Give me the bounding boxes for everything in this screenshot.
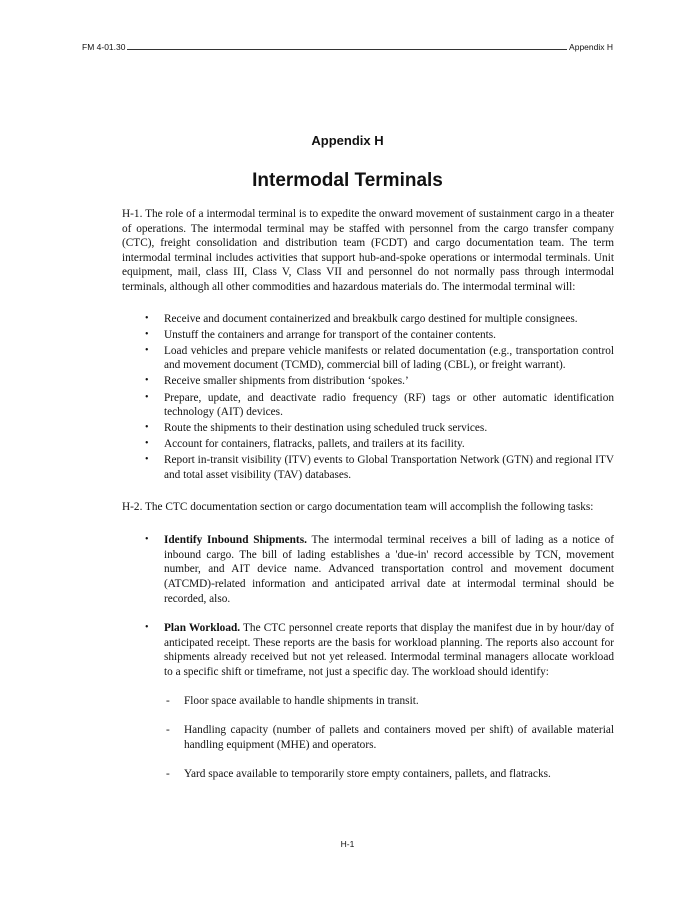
header-rule [127,49,567,50]
header-doc-id: FM 4-01.30 [82,42,126,52]
body-text [122,207,614,782]
header-appendix: Appendix H [569,42,613,52]
bullet-icon: • [145,328,149,340]
list-item: • Receive and document containerized and breakbulk cargo destined for multiple consignees. [145,312,578,325]
bullet-icon: • [145,438,149,450]
list-item: • Load vehicles and prepare vehicle manifests or related documentation (e.g., transportation control and movement document (TCMD), commercial bill of lading (CBL), or freight warrant). [145,344,614,372]
page-title: Intermodal Terminals [252,170,443,191]
list-item: • Report in-transit visibility (ITV) events to Global Transportation Network (GTN) and regional ITV and total asset visibility (TAV) databases. [145,454,614,481]
task-text: The CTC personnel create reports that display the manifest due in by hour/day of anticipated receipt. These reports are the basis for workload planning. The reports also account for shipments already received but not yet released. Intermodal terminal managers allocate workload to a specific shift or timeframe, not just a specific day. The workload should identify: [164,622,614,678]
task-identify-inbound [122,533,614,606]
paragraph-h2: H-2. The CTC documentation section or cargo documentation team will accomplish the following tasks: [122,500,594,513]
bullet-icon: • [145,534,149,546]
bullet-icon: • [145,422,149,434]
list-item: • Unstuff the containers and arrange for transport of the container contents. [145,328,496,341]
paragraph-h1: H-1. The role of a intermodal terminal is to expedite the onward movement of sustainment cargo in a theater of operations. The intermodal terminal may be staffed with personnel from the cargo transfer company (CTC), freight consolidation and distribution team (FCDT) and cargo documentation team. The term intermodal terminal includes activities that support hub-and-spoke operations or intermodal terminals. Unit equipment, mail, class III, Class V, Class VII and personnel do not normally pass through intermodal terminals, although all other commodities and hazardous materials do. The intermodal terminal will: [122,208,614,293]
bullet-icon: • [145,312,149,324]
page-number: H-1 [340,839,355,849]
list-item: - Yard space available to temporarily store empty containers, pallets, and flatracks. [166,768,551,781]
bullet-icon: • [145,375,149,387]
list-item: • Route the shipments to their destination using scheduled truck services. [145,422,488,435]
bullet-icon: • [145,344,149,356]
task-lead: Plan Workload. [164,622,241,635]
bullet-icon: • [145,454,149,466]
task-lead: Identify Inbound Shipments. [164,534,307,547]
dash-icon: - [166,694,170,707]
workload-sublist [164,694,614,782]
dash-icon: - [166,768,170,781]
tasks-list [122,533,614,782]
terminal-functions-list [122,312,614,483]
list-item: • Prepare, update, and deactivate radio frequency (RF) tags or other automatic identification technology (AIT) devices. [145,391,614,419]
dash-icon: - [166,724,170,737]
bullet-icon: • [145,622,149,634]
list-item: - Floor space available to handle shipments in transit. [166,694,419,707]
bullet-icon: • [145,391,149,403]
task-plan-workload [122,621,614,782]
running-header [82,42,613,52]
list-item: - Handling capacity (number of pallets and containers moved per shift) of available material handling equipment (MHE) and operators. [166,724,614,751]
list-item: • Receive smaller shipments from distribution ‘spokes.’ [145,375,409,388]
task-text: The intermodal terminal receives a bill of lading as a notice of inbound cargo. The bill of lading establishes a 'due-in' record accessible by TCN, movement number, and AIT device name. Advanced transportation control and movement document (ATCMD)-related information and anticipated arrival date at intermodal terminal should be recorded, also. [164,534,614,605]
list-item: • Account for containers, flatracks, pallets, and trailers at its facility. [145,438,465,451]
appendix-label: Appendix H [311,133,384,148]
